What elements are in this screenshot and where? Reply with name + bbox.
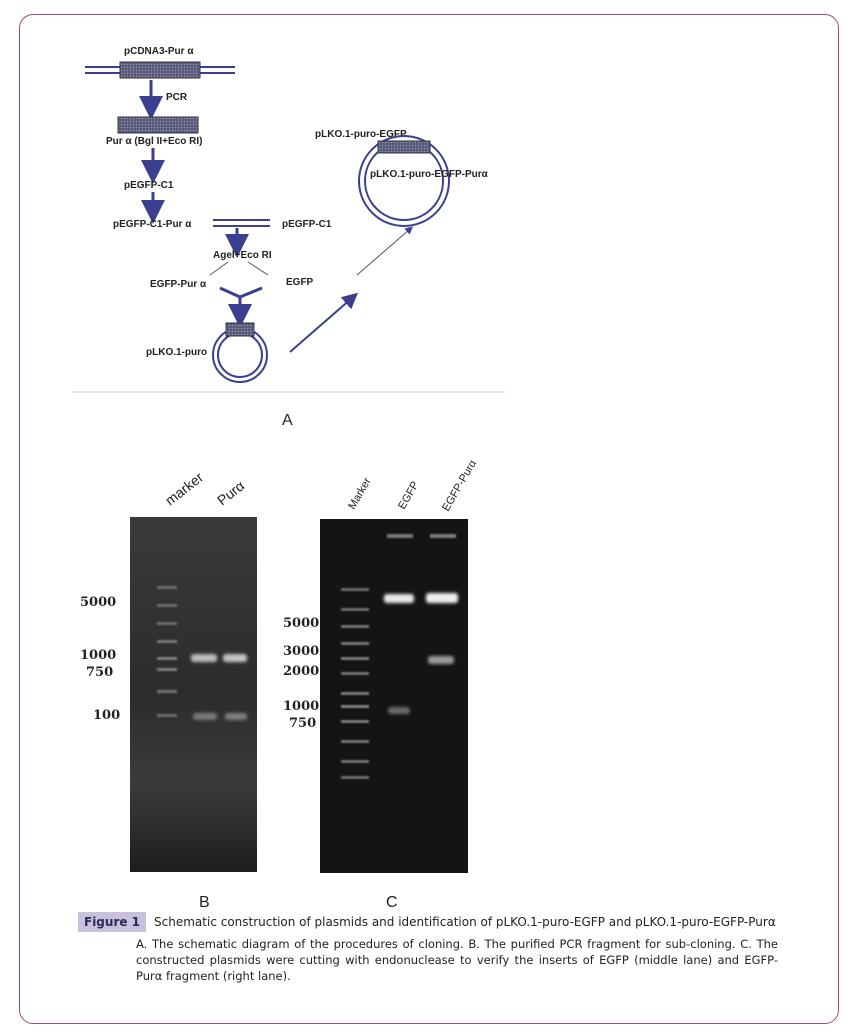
label-agel: Agel+Eco RI	[213, 250, 272, 261]
label-plko-egfp: pLKO.1-puro-EGFP	[315, 129, 407, 140]
lane-label-egfp-pur-c: EGFP-Purα	[440, 458, 480, 514]
size-label-c-5000: 5000	[283, 616, 320, 631]
label-pcdna3: pCDNA3-Pur α	[124, 46, 194, 57]
arrow-diag-1	[290, 298, 352, 352]
final-insert	[378, 141, 430, 153]
figure-caption	[78, 912, 778, 984]
label-plko-puro: pLKO.1-puro	[146, 347, 208, 358]
insert-block-2	[118, 117, 198, 133]
label-egfp: EGFP	[286, 277, 314, 288]
label-pegfp-c1-right: pEGFP-C1	[282, 219, 332, 230]
lane-label-egfp-c: EGFP	[396, 479, 422, 512]
label-plko-egfp-pur: pLKO.1-puro-EGFP-Purα	[370, 169, 488, 180]
lane-label-pur-b: Purα	[213, 477, 248, 509]
size-label-b-100: 100	[93, 708, 121, 723]
arrow-diag-2	[357, 229, 410, 275]
size-label-c-750: 750	[289, 716, 317, 731]
cloning-schematic	[0, 0, 852, 400]
label-pegfp-c1-pur: pEGFP-C1-Pur α	[113, 219, 192, 230]
lane-label-marker-b: marker	[161, 468, 207, 509]
size-label-b-1000: 1000	[80, 648, 117, 663]
label-pcr: PCR	[166, 92, 188, 103]
panel-b-label: B	[199, 894, 210, 911]
size-label-b-750: 750	[86, 665, 114, 680]
size-label-b-5000: 5000	[80, 595, 117, 610]
figure-badge: Figure 1	[78, 912, 146, 932]
panel-a-label: A	[282, 412, 293, 429]
label-pur-bgl: Pur α (Bgl II+Eco RI)	[106, 136, 203, 147]
lane-label-marker-c: Marker	[346, 475, 374, 512]
caption-title: Schematic construction of plasmids and identification of pLKO.1-puro-EGFP and pLKO.1-puro-EGFP-Purα	[154, 915, 776, 929]
label-pegfp-c1: pEGFP-C1	[124, 180, 174, 191]
size-label-c-3000: 3000	[283, 644, 320, 659]
size-label-c-1000: 1000	[283, 699, 320, 714]
label-egfp-pur: EGFP-Pur α	[150, 279, 207, 290]
plko-insert	[226, 323, 254, 336]
panel-c-label: C	[386, 894, 398, 911]
insert-block-1	[120, 62, 200, 78]
caption-body: A. The schematic diagram of the procedures of cloning. B. The purified PCR fragment for sub-cloning. C. The constructed plasmids were cutting with endonuclease to verify the inserts of EGFP (middle lane) and EGFP-Purα fragment (right lane).	[136, 937, 778, 983]
size-label-c-2000: 2000	[283, 664, 320, 679]
